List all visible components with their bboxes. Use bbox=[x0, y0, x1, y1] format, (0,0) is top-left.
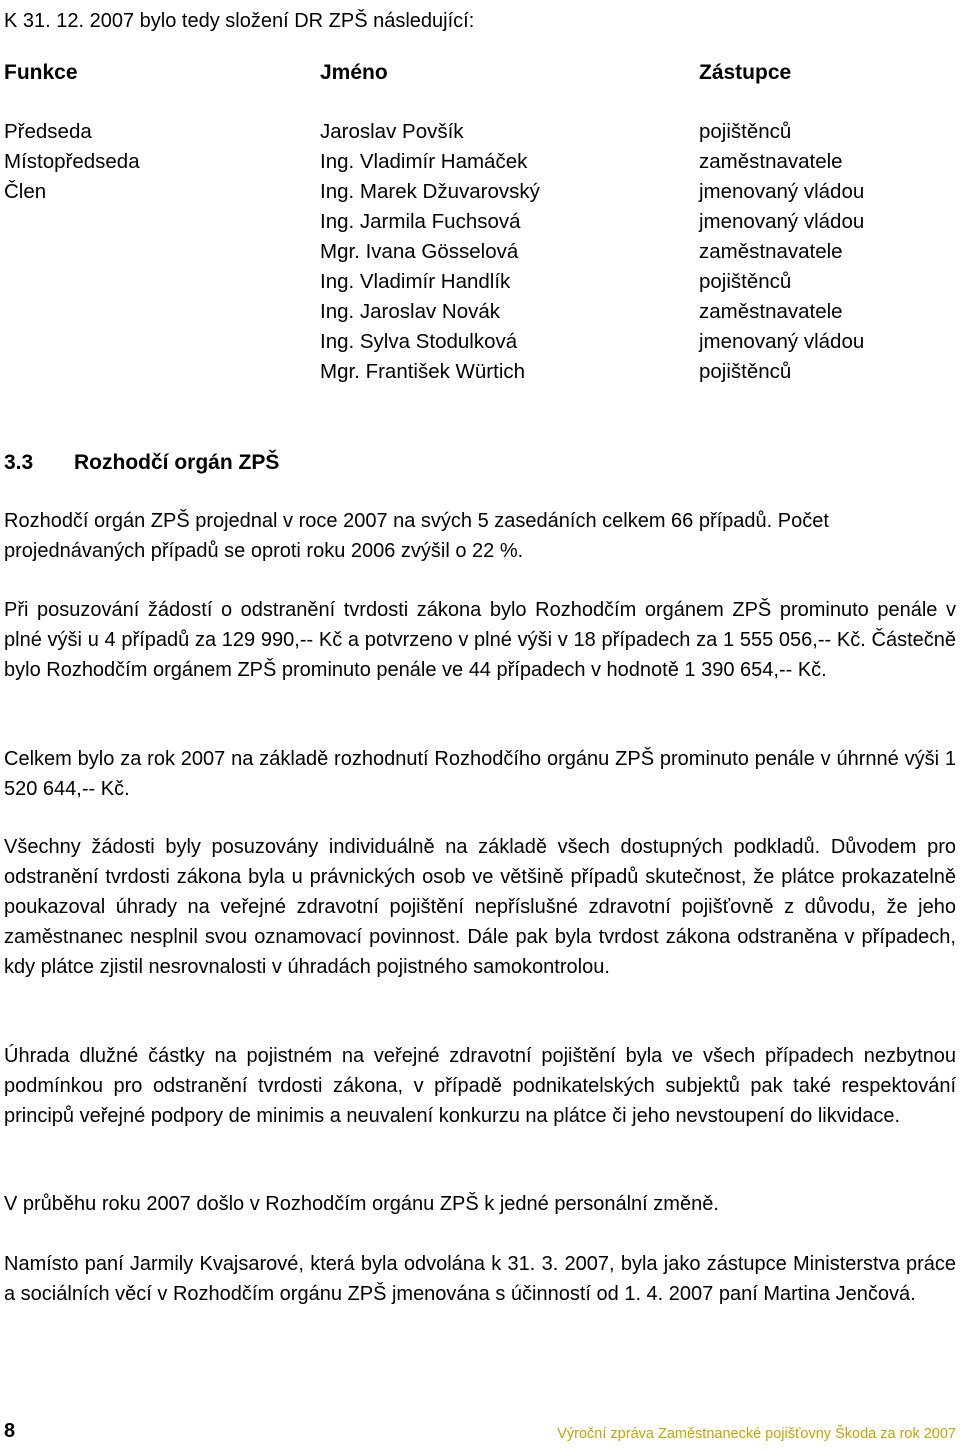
footer-report-title: Výroční zpráva Zaměstnanecké pojišťovny Škoda za rok 2007 bbox=[557, 1426, 956, 1442]
page-footer bbox=[4, 1416, 956, 1446]
table-row bbox=[4, 117, 956, 147]
paragraph: Namísto paní Jarmily Kvajsarové, která byla odvolána k 31. 3. 2007, byla jako zástupce Ministerstva práce a sociálních věcí v Rozhodčím orgánu ZPŠ jmenována s účinností od 1. 4. 2007 paní Martina Jenčová. bbox=[4, 1253, 956, 1305]
section-title: Rozhodčí orgán ZPŠ bbox=[74, 451, 280, 474]
cell-function: Člen bbox=[4, 180, 47, 203]
cell-name: Mgr. František Würtich bbox=[320, 360, 526, 383]
cell-name: Ing. Vladimír Hamáček bbox=[320, 150, 528, 173]
table-row bbox=[4, 207, 956, 237]
table-row bbox=[4, 357, 956, 387]
intro-text: K 31. 12. 2007 bylo tedy složení DR ZPŠ následující: bbox=[4, 10, 475, 32]
page-number: 8 bbox=[4, 1420, 16, 1442]
cell-name: Jaroslav Povšík bbox=[320, 120, 464, 143]
cell-name: Ing. Sylva Stodulková bbox=[320, 330, 518, 353]
paragraph: Při posuzování žádostí o odstranění tvrdosti zákona bylo Rozhodčím orgánem ZPŠ prominuto penále v plné výši u 4 případů za 129 990,-- Kč a potvrzeno v plné výši v 18 případech za 1 555 056,-- Kč. Částečně bylo Rozhodčím orgánem ZPŠ prominuto penále ve 44 případech v hodnotě 1 390 654,-- Kč. bbox=[4, 599, 956, 681]
cell-name: Mgr. Ivana Gösselová bbox=[320, 240, 519, 263]
paragraph: Celkem bylo za rok 2007 na základě rozhodnutí Rozhodčího orgánu ZPŠ prominuto penále v úhrnné výši 1 520 644,-- Kč. bbox=[4, 748, 956, 800]
table-row bbox=[4, 237, 956, 267]
header-name: Jméno bbox=[320, 61, 388, 84]
cell-representative: zaměstnavatele bbox=[699, 240, 843, 263]
table-header bbox=[4, 58, 956, 88]
paragraph: V průběhu roku 2007 došlo v Rozhodčím orgánu ZPŠ k jedné personální změně. bbox=[4, 1193, 719, 1215]
cell-representative: jmenovaný vládou bbox=[699, 330, 865, 353]
paragraph: Úhrada dlužné částky na pojistném na veřejné zdravotní pojištění byla ve všech případech nezbytnou podmínkou pro odstranění tvrdosti zákona, v případě podnikatelských subjektů pak také respektování principů veřejné podpory de minimis a neuvalení konkurzu na plátce či jeho nevstoupení do likvidace. bbox=[4, 1045, 956, 1127]
table-row bbox=[4, 267, 956, 297]
cell-representative: zaměstnavatele bbox=[699, 150, 843, 173]
cell-function: Místopředseda bbox=[4, 150, 140, 173]
header-function: Funkce bbox=[4, 61, 78, 84]
section-heading bbox=[4, 448, 279, 478]
cell-name: Ing. Vladimír Handlík bbox=[320, 270, 511, 293]
table-row bbox=[4, 327, 956, 357]
cell-representative: pojištěnců bbox=[699, 360, 792, 383]
table-row bbox=[4, 147, 956, 177]
table-row bbox=[4, 177, 956, 207]
paragraph: Rozhodčí orgán ZPŠ projednal v roce 2007 na svých 5 zasedáních celkem 66 případů. Počet projednávaných případů se oproti roku 2006 zvýšil o 22 %. bbox=[4, 510, 829, 562]
cell-representative: jmenovaný vládou bbox=[699, 180, 865, 203]
cell-representative: zaměstnavatele bbox=[699, 300, 843, 323]
section-number: 3.3 bbox=[4, 451, 34, 474]
board-composition-table bbox=[4, 58, 956, 387]
cell-representative: pojištěnců bbox=[699, 120, 792, 143]
cell-representative: pojištěnců bbox=[699, 270, 792, 293]
paragraph: Všechny žádosti byly posuzovány individuálně na základě všech dostupných podkladů. Důvodem pro odstranění tvrdosti zákona byla u právnických osob ve většině případů skutečnost, že plátce prokazatelně poukazoval úhrady na veřejné zdravotní pojištění nepříslušné zdravotní pojišťovně z důvodu, že jeho zaměstnanec nesplnil svou oznamovací povinnost. Dále pak byla tvrdost zákona odstraněna v případech, kdy plátce zjistil nesrovnalosti v úhradách pojistného samokontrolou. bbox=[4, 836, 956, 978]
cell-function: Předseda bbox=[4, 120, 92, 143]
cell-representative: jmenovaný vládou bbox=[699, 210, 865, 233]
header-representative: Zástupce bbox=[699, 61, 792, 84]
table-row bbox=[4, 297, 956, 327]
cell-name: Ing. Jaroslav Novák bbox=[320, 300, 501, 323]
cell-name: Ing. Marek Džuvarovský bbox=[320, 180, 540, 203]
cell-name: Ing. Jarmila Fuchsová bbox=[320, 210, 521, 233]
